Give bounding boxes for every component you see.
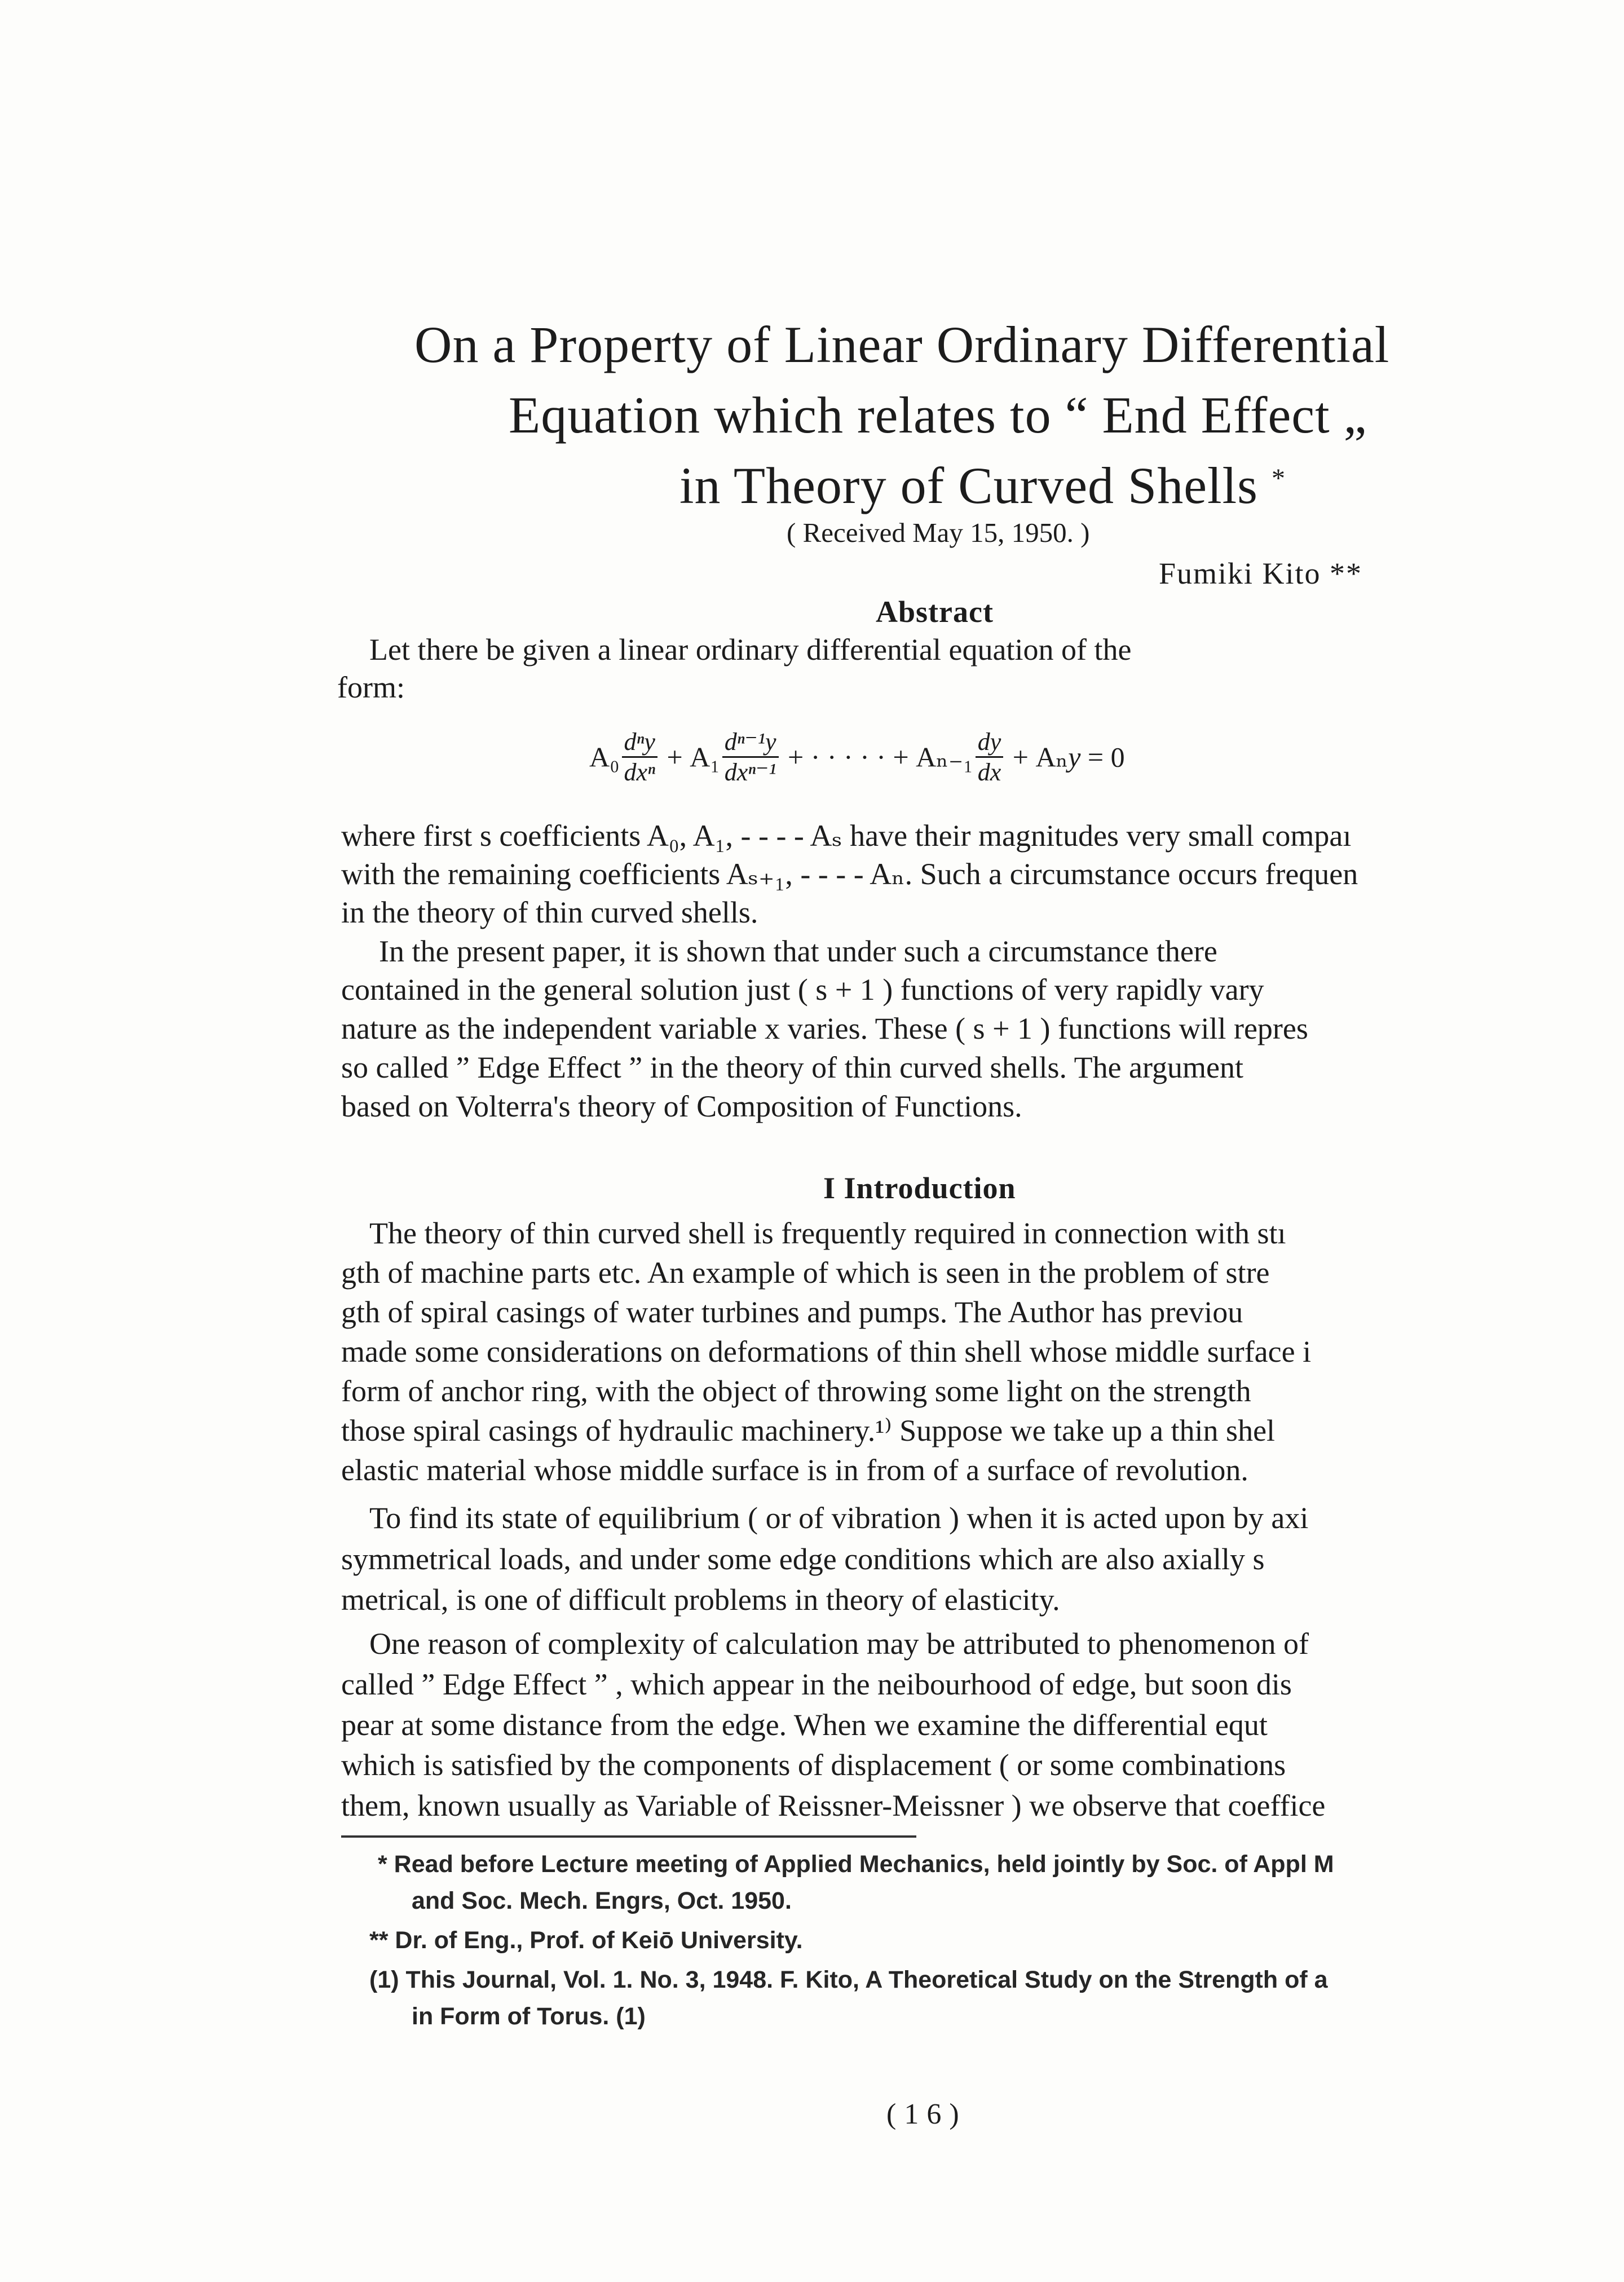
eq-coef-an1: Aₙ₋₁ <box>916 741 973 773</box>
abstract-line: Let there be given a linear ordinary differential equation of the <box>369 633 1132 666</box>
intro-line: made some considerations on deformations of thin shell whose middle surface i <box>341 1335 1312 1369</box>
eq-coef-a1: A₁ <box>690 741 720 773</box>
intro-line: gth of machine parts etc. An example of which is seen in the problem of stre <box>341 1256 1270 1290</box>
title-footnote-mark: * <box>1271 464 1286 493</box>
title-line-2: Equation which relates to “ End Effect „ <box>509 386 1367 444</box>
footnote: ** Dr. of Eng., Prof. of Keiō University. <box>369 1927 803 1954</box>
eq-frac-2-num: dⁿ⁻¹y <box>722 727 779 758</box>
eq-frac-1-num: dⁿy <box>622 727 657 758</box>
received-date: ( Received May 15, 1950. ) <box>787 517 1090 548</box>
differential-equation <box>589 727 1125 801</box>
intro-line: elastic material whose middle surface is in from of a surface of revolution. <box>341 1453 1248 1487</box>
abstract-line: in the theory of thin curved shells. <box>341 895 758 929</box>
intro-line: those spiral casings of hydraulic machinery.¹⁾ Suppose we take up a thin shel <box>341 1414 1276 1447</box>
footnote: (1) This Journal, Vol. 1. No. 3, 1948. F. Kito, A Theoretical Study on the Strength of a <box>369 1966 1328 1993</box>
abstract-line: where first s coefficients A₀, A₁, - - - - Aₛ have their magnitudes very small compaı <box>341 819 1352 853</box>
intro-line: One reason of complexity of calculation may be attributed to phenomenon of <box>369 1627 1309 1661</box>
footnote-divider <box>341 1835 916 1838</box>
abstract-line: nature as the independent variable x varies. These ( s + 1 ) functions will repres <box>341 1012 1308 1045</box>
intro-line: symmetrical loads, and under some edge conditions which are also axially s <box>341 1542 1265 1576</box>
footnote: and Soc. Mech. Engrs, Oct. 1950. <box>412 1887 792 1914</box>
intro-line: called ” Edge Effect ” , which appear in the neibourhood of edge, but soon dis <box>341 1667 1292 1701</box>
abstract-heading: Abstract <box>876 595 994 629</box>
eq-y: y <box>1068 741 1081 773</box>
eq-frac-1 <box>622 727 657 787</box>
footnote: * Read before Lecture meeting of Applied Mechanics, held jointly by Soc. of Appl M <box>378 1851 1334 1878</box>
title-line-3 <box>679 457 1286 514</box>
intro-line: gth of spiral casings of water turbines and pumps. The Author has previou <box>341 1295 1243 1329</box>
eq-plus: + <box>667 741 683 773</box>
page-number: (16) <box>886 2098 967 2130</box>
intro-heading: I Introduction <box>823 1171 1016 1205</box>
eq-frac-3-num: dy <box>976 727 1004 758</box>
abstract-line: with the remaining coefficients Aₛ₊₁, - - - - Aₙ. Such a circumstance occurs frequen <box>341 857 1358 891</box>
eq-plus: + <box>1012 741 1029 773</box>
abstract-line: based on Volterra's theory of Composition of Functions. <box>341 1089 1022 1123</box>
intro-line: To find its state of equilibrium ( or of vibration ) when it is acted upon by axi <box>369 1501 1309 1535</box>
eq-frac-3-den: dx <box>977 758 1001 786</box>
eq-dots: + · · · · · + <box>788 741 909 773</box>
eq-frac-2 <box>722 727 779 787</box>
eq-frac-1-den: dxⁿ <box>624 758 655 786</box>
title-line-3-text: in Theory of Curved Shells <box>679 457 1258 514</box>
intro-line: The theory of thin curved shell is frequently required in connection with stı <box>369 1216 1286 1250</box>
abstract-line: so called ” Edge Effect ” in the theory of thin curved shells. The argument <box>341 1050 1243 1084</box>
intro-line: which is satisfied by the components of displacement ( or some combinations <box>341 1748 1286 1782</box>
eq-coef-a0: A₀ <box>589 741 620 773</box>
eq-frac-2-den: dxⁿ⁻¹ <box>724 758 776 786</box>
title-line-1: On a Property of Linear Ordinary Differential <box>414 316 1390 373</box>
footnote: in Form of Torus. (1) <box>412 2003 646 2030</box>
eq-rhs: = 0 <box>1087 741 1125 773</box>
abstract-line: form: <box>337 670 405 704</box>
intro-line: pear at some distance from the edge. When we examine the differential equt <box>341 1708 1268 1742</box>
intro-line: them, known usually as Variable of Reissner-Meissner ) we observe that coeffice <box>341 1789 1326 1822</box>
eq-frac-3 <box>976 727 1004 787</box>
author: Fumiki Kito ** <box>1159 557 1363 590</box>
abstract-line: contained in the general solution just ( s + 1 ) functions of very rapidly vary <box>341 973 1264 1007</box>
intro-line: metrical, is one of difficult problems in theory of elasticity. <box>341 1583 1060 1617</box>
abstract-line: In the present paper, it is shown that under such a circumstance there <box>379 934 1217 968</box>
eq-coef-an: Aₙ <box>1035 741 1069 773</box>
intro-line: form of anchor ring, with the object of throwing some light on the strength <box>341 1374 1251 1408</box>
